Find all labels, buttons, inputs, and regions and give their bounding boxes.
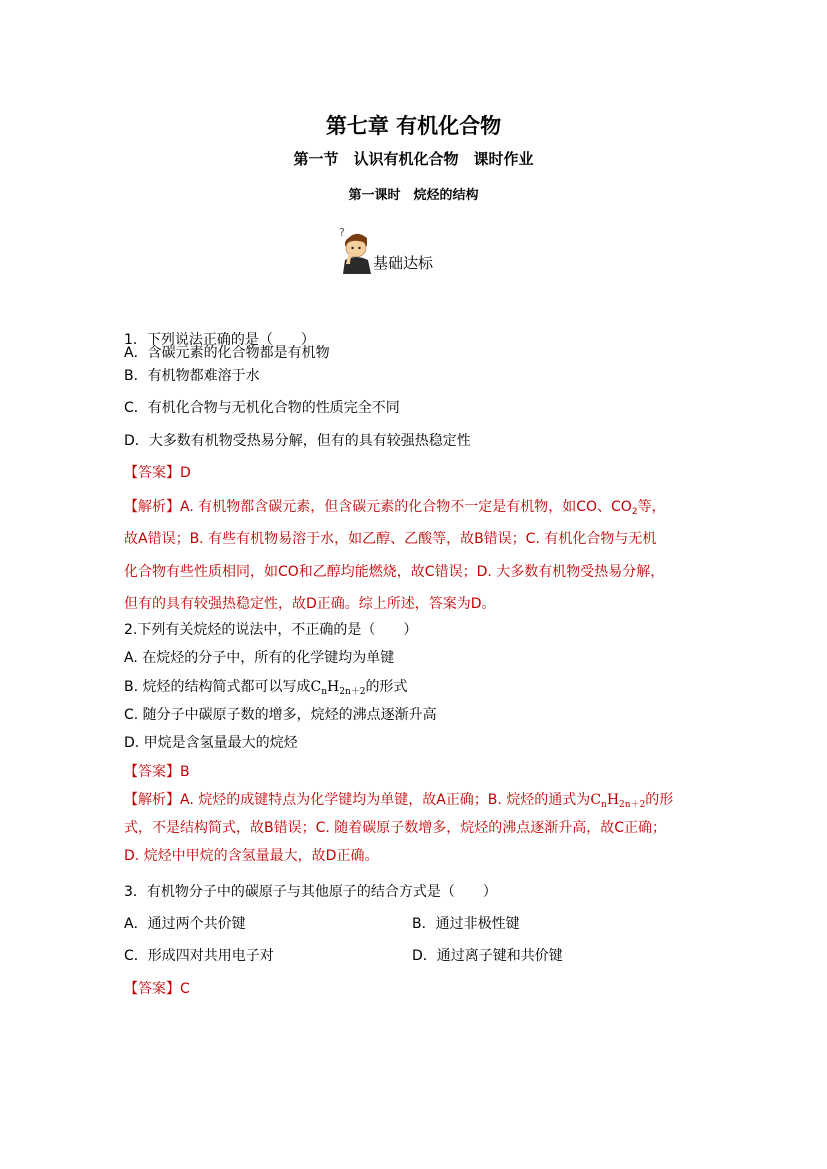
thinking-student-icon	[337, 224, 375, 274]
q2-analysis-line-2: 式，不是结构简式，故B错误；C. 随着碳原子数增多，烷烃的沸点逐渐升高，故C正确；	[124, 820, 667, 836]
q3-option-a: A．通过两个共价键	[124, 916, 246, 932]
q3-option-c: C．形成四对共用电子对	[124, 948, 274, 964]
q1-analysis-line-1: 【解析】A. 有机物都含碳元素，但含碳元素的化合物不一定是有机物，如CO、$CO_2$等，	[124, 499, 666, 517]
q2-analysis-line-1: 【解析】A. 烷烃的成键特点为化学键均为单键，故A正确；B. 烷烃的通式为$C_nH_{2n+2}$的形	[124, 792, 674, 810]
q2-stem: 2.下列有关烷烃的说法中，不正确的是（ ）	[124, 622, 418, 638]
q3-option-b: B．通过非极性键	[412, 916, 520, 932]
q1-analysis-line-2: 故A错误；B. 有些有机物易溶于水，如乙醇、乙酸等，故B错误；C. 有机化合物与无机	[124, 531, 657, 547]
q1-option-c: C．有机化合物与无机化合物的性质完全不同	[124, 400, 400, 416]
basic-banner	[337, 224, 457, 274]
q1-analysis-line-4: 但有的具有较强热稳定性，故D正确。综上所述，答案为D。	[124, 596, 496, 612]
banner-label: 基础达标	[373, 254, 434, 272]
alkane-formula: $C_nH_{2n+2}$	[310, 679, 366, 697]
q2-option-d: D. 甲烷是含氢量最大的烷烃	[124, 735, 298, 751]
q1-option-a: A．含碳元素的化合物都是有机物	[124, 345, 330, 361]
q2-option-b: B. 烷烃的结构简式都可以写成$C_nH_{2n+2}$的形式	[124, 679, 408, 697]
q2-answer: 【答案】B	[124, 764, 190, 780]
q2-option-a: A. 在烷烃的分子中，所有的化学键均为单键	[124, 650, 395, 666]
q1-analysis-line-3: 化合物有些性质相同，如CO和乙醇均能燃烧，故C错误；D. 大多数有机物受热易分解，	[124, 564, 665, 580]
q2-analysis-line-3: D. 烷烃中甲烷的含氢量最大，故D正确。	[124, 848, 379, 864]
section-title: 第一节 认识有机化合物 课时作业	[293, 150, 534, 168]
chapter-title: 第七章 有机化合物	[325, 114, 502, 138]
q3-option-d: D．通过离子键和共价键	[412, 948, 563, 964]
lesson-title: 第一课时 烷烃的结构	[348, 188, 479, 203]
alkane-general-formula: $C_nH_{2n+2}$	[590, 792, 646, 810]
q1-answer: 【答案】D	[124, 465, 191, 481]
q1-option-b: B．有机物都难溶于水	[124, 368, 260, 384]
q3-stem: 3．有机物分子中的碳原子与其他原子的结合方式是（ ）	[124, 884, 497, 900]
q2-option-c: C. 随分子中碳原子数的增多，烷烃的沸点逐渐升高	[124, 707, 437, 723]
q1-option-d: D．大多数有机物受热易分解，但有的具有较强热稳定性	[124, 433, 471, 449]
q3-answer: 【答案】C	[124, 981, 190, 997]
q1-stem: 1．下列说法正确的是（ ）	[124, 332, 315, 348]
svg-text:?: ?	[339, 226, 345, 239]
